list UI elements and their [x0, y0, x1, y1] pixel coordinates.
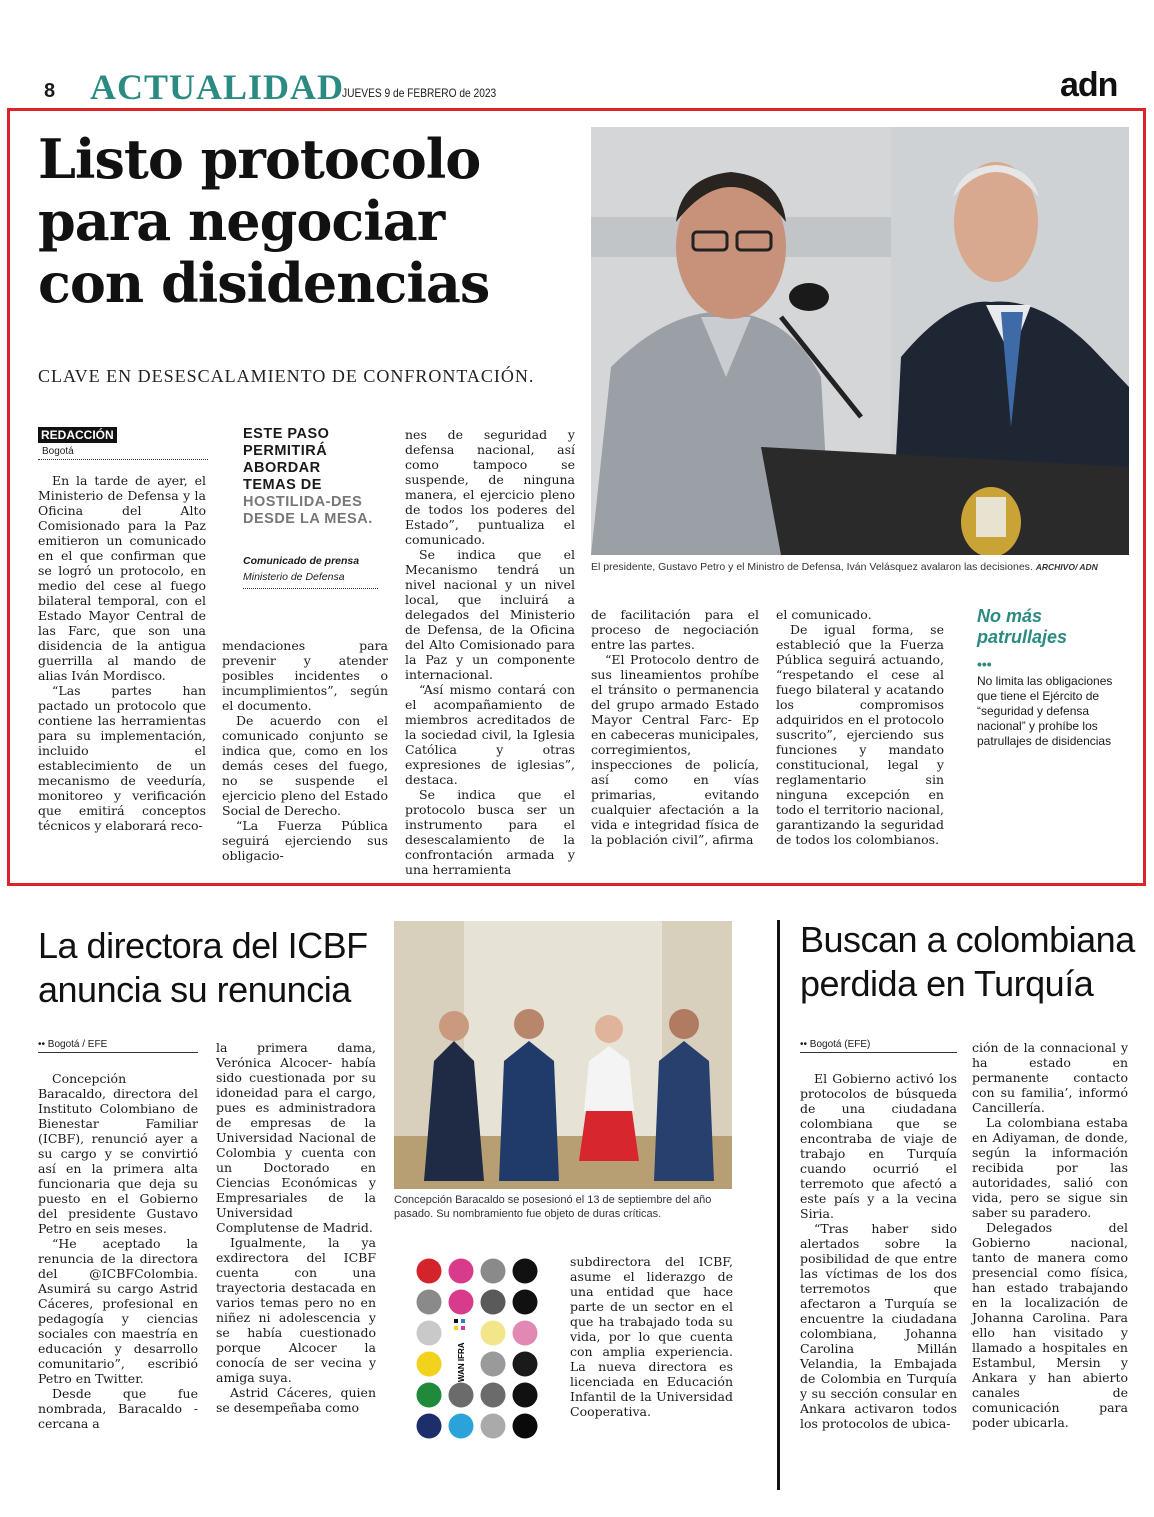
color-swatch: [513, 1383, 538, 1408]
sidebar-title: [977, 606, 1067, 648]
paragraph: el comunicado.: [776, 607, 872, 622]
paragraph: “La Fuerza Pública seguirá ejerciendo sus obligacio-: [222, 818, 388, 863]
paragraph: ción de la connacional y ha estado en permanente contacto con su familia’, informó Cancillería.: [972, 1040, 1128, 1115]
paragraph: Desde que fue nombrada, Baracaldo -cercana a: [38, 1386, 198, 1431]
pull-quote: [243, 426, 373, 528]
paragraph: En la tarde de ayer, el Ministerio de Defensa y la Oficina del Alto Comisionado para la Paz emitieron un comunicado en el que confirman que se logró un protocolo, en medio del cese al fuego bilateral temporal, con el Estado Mayor Central de las Farc, que son una disidencia de la antigua guerrilla al mando de alias Iván Mordisco.: [38, 473, 206, 683]
icbf-col-1: [38, 1071, 198, 1431]
headline-line: anuncia su renuncia: [38, 969, 351, 1010]
paragraph: El Gobierno activó los protocolos de búsqueda de una ciudadana colombiana que se encontraba de viaje de trabajo en Turquía cuando ocurrió el terremoto que afectó a este país y a la vecina Siria.: [800, 1071, 957, 1221]
main-col-5: [776, 607, 944, 847]
color-swatch: [417, 1259, 442, 1284]
swatch-label: WAN IFRA: [457, 1342, 466, 1382]
color-swatch: [481, 1259, 506, 1284]
paragraph: subdirectora del ICBF, asume el liderazgo de una entidad que hace parte de un sector en el que ha trabajado toda su vida, por lo que cuenta con amplia experiencia. La nueva directora es licenciada en Educación Infantil de la Universidad Cooperativa.: [570, 1254, 733, 1419]
icbf-headline: [38, 924, 368, 1012]
paragraph: Se indica que el protocolo busca ser un instrumento para el desescalamiento de la confrontación armada y una herramienta: [405, 787, 575, 877]
paragraph: Igualmente, la ya exdirectora del ICBF cuenta con una trayectoria destacada en varios temas pero no en niñez ni adolescencia y se había cuestionado porque Alcocer la conocía de ser vecina y amiga suya.: [216, 1235, 376, 1385]
main-deck: CLAVE EN DESESCALAMIENTO DE CONFRONTACIÓN.: [38, 366, 535, 386]
icbf-col-2: [216, 1040, 376, 1415]
main-col-2: [222, 638, 388, 863]
divider: [800, 1052, 957, 1053]
paragraph: “Así mismo contará con el acompañamiento de miembros acreditados de la sociedad civil, la Iglesia Católica y otras expresiones de iglesias”, destaca.: [405, 682, 575, 787]
divider: [38, 1052, 198, 1053]
turkey-location: •• Bogotá (EFE): [800, 1039, 871, 1050]
color-swatch: [449, 1259, 474, 1284]
paragraph: De acuerdo con el comunicado conjunto se indica que, como en los demás ceses del fuego, no se suspende el ejercicio pleno del Estado Social de Derecho.: [222, 713, 388, 818]
paragraph: De igual forma, se estableció que la Fuerza Pública seguirá actuando, “respetando el cese al fuego bilateral y acatando los compromisos adquiridos en el protocolo suscrito”, ejerciendo sus funciones y mandato constitucional, legal y reglamentario sin ninguna excepción en todo el territorio nacional, garantizando la seguridad de todos los colombianos.: [776, 622, 944, 847]
sidebar-text: No limita las obligaciones que tiene el Ejército de “seguridad y defensa nacional” y prohíbe los patrullajes de disidencias: [977, 674, 1113, 748]
paragraph: mendaciones para prevenir y atender posibles incidentes o incumplimientos”, según el documento.: [222, 638, 388, 713]
byline-location: Bogotá: [42, 446, 74, 457]
paragraph: “El Protocolo dentro de sus lineamientos prohíbe el tránsito o permanencia del grupo armado Estado Mayor Central Farc- Ep en cabeceras municipales, corregimientos, inspecciones de policía, así como en vías primarias, evitando cualquier afectación a la vida e integridad física de la población civil”, afirma: [591, 652, 759, 847]
icbf-photo: [394, 921, 732, 1189]
sidebar-dots: •••: [977, 656, 992, 672]
paragraph: “Las partes han pactado un protocolo que contiene las herramientas para su implementación, incluido el establecimiento de un mecanismo de veeduría, monitoreo y verificación que emitirá conceptos técnicos y elaborará reco-: [38, 683, 206, 833]
icbf-photo-caption: Concepción Baracaldo se posesionó el 13 de septiembre del año pasado. Su nombramiento fue objeto de duras críticas.: [394, 1194, 712, 1220]
icbf-col-3: [570, 1254, 733, 1419]
color-swatch: [417, 1290, 442, 1315]
headline-line: Buscan a colombiana: [800, 919, 1135, 960]
color-swatch: [481, 1290, 506, 1315]
color-swatch: [481, 1352, 506, 1377]
main-photo-caption: [591, 561, 1131, 573]
paragraph: “Tras haber sido alertados sobre la posibilidad de que entre las víctimas de los dos terremotos que afectaron a Turquía se encuentre la ciudadana colombiana, Johanna Carolina Millán Velandia, la Embajada de Colombia en Turquía y su sección consular en Ankara activaron todos los protocolos de ubica-: [800, 1221, 957, 1431]
paragraph: Se indica que el Mecanismo tendrá un nivel nacional y un nivel local, que incluirá a delegados del Ministerio de Defensa, de la Oficina del Alto Comisionado para la Paz y un componente internacional.: [405, 547, 575, 682]
color-swatch: [513, 1414, 538, 1439]
color-swatch: [513, 1352, 538, 1377]
color-swatch: [481, 1414, 506, 1439]
caption-text: El presidente, Gustavo Petro y el Ministro de Defensa, Iván Velásquez avalaron las decisiones.: [591, 561, 1033, 573]
sidebar-title-line: patrullajes: [977, 627, 1068, 647]
icbf-location: •• Bogotá / EFE: [38, 1039, 108, 1050]
turkey-col-2: [972, 1040, 1128, 1430]
headline-line: con disidencias: [38, 251, 490, 315]
pull-quote-org: Ministerio de Defensa: [243, 571, 345, 583]
photo-credit: ARCHIVO/ ADN: [1035, 562, 1098, 572]
headline-line: La directora del ICBF: [38, 925, 368, 966]
sidebar-title-line: No más: [977, 606, 1043, 626]
issue-date: JUEVES 9 de FEBRERO de 2023: [342, 86, 497, 100]
headline-line: Listo protocolo: [38, 127, 481, 191]
main-col-1: [38, 473, 206, 833]
swearing-in-photo: [394, 921, 732, 1189]
color-swatch: [417, 1321, 442, 1346]
column-divider: [777, 920, 780, 1490]
color-swatch: [481, 1383, 506, 1408]
color-swatch: [513, 1290, 538, 1315]
paragraph: de facilitación para el proceso de negociación entre las partes.: [591, 607, 759, 652]
swatch-mini-dots: [454, 1319, 465, 1330]
paragraph: Delegados del Gobierno nacional, tanto de manera como presencial como física, han estado trabajando en la localización de Johanna Carolina. Para ello han visitado y llamado a hospitales en Estambul, Mersin y Ankara y han abierto canales de comunicación para poder ubicarla.: [972, 1220, 1128, 1430]
paragraph: nes de seguridad y defensa nacional, así como tampoco se suspende, de ninguna manera, el ejercicio pleno de todos los poderes del Estado”, puntualiza el comunicado.: [405, 427, 575, 547]
color-swatch: [449, 1290, 474, 1315]
petro-velasquez-photo: [591, 127, 1129, 555]
color-swatch: [417, 1414, 442, 1439]
color-swatch: [513, 1259, 538, 1284]
main-col-4: [591, 607, 759, 847]
paragraph: la primera dama, Verónica Alcocer- había sido cuestionada por su idoneidad para el cargo, pues es administradora de empresas de la Universidad Nacional de Colombia y cuenta con un Doctorado en Ciencias Económicas y Empresariales de la Universidad Complutense de Madrid.: [216, 1040, 376, 1235]
byline: REDACCIÓN: [38, 427, 117, 443]
color-swatch: [449, 1414, 474, 1439]
color-swatch: [481, 1321, 506, 1346]
pull-quote-grey: HOSTILIDA-DES DESDE LA MESA.: [243, 494, 373, 527]
headline-line: para negociar: [38, 189, 445, 253]
headline-line: perdida en Turquía: [800, 963, 1094, 1004]
section-title: ACTUALIDAD: [90, 67, 345, 107]
color-swatch: [417, 1383, 442, 1408]
adn-logo: adn: [1060, 66, 1118, 104]
turkey-headline: [800, 918, 1135, 1006]
main-headline: [38, 128, 578, 314]
paragraph: La colombiana estaba en Adiyaman, de donde, según la información recibida por las autoridades, salió con vida, pero se sigue sin saber su paradero.: [972, 1115, 1128, 1220]
main-photo: [591, 127, 1129, 555]
main-col-3: [405, 427, 575, 877]
color-swatch: [513, 1321, 538, 1346]
color-swatch: [449, 1383, 474, 1408]
divider: [243, 588, 378, 589]
paragraph: “He aceptado la renuncia de la directora del @ICBFColombia. Asumirá su cargo Astrid Cáceres, profesional en pedagogía y ciencias sociales con maestría en educación y desarrollo comunitario”, escribió Petro en Twitter.: [38, 1236, 198, 1386]
turkey-col-1: [800, 1071, 957, 1431]
pull-quote-source: Comunicado de prensa: [243, 555, 360, 567]
paragraph: Concepción Baracaldo, directora del Instituto Colombiano de Bienestar Familiar (ICBF), renunció ayer a su cargo y se convirtió así en la primera alta funcionaria que deja su puesto en el Gobierno del presidente Gustavo Petro en seis meses.: [38, 1071, 198, 1236]
pull-quote-dark: ESTE PASO PERMITIRÁ ABORDAR TEMAS DE: [243, 426, 330, 493]
color-swatch: [417, 1352, 442, 1377]
paragraph: Astrid Cáceres, quien se desempeñaba como: [216, 1385, 376, 1415]
page-number: 8: [44, 80, 56, 102]
swatch-grid: [416, 1257, 541, 1439]
divider: [38, 459, 208, 460]
color-swatch-chart: [416, 1257, 541, 1439]
